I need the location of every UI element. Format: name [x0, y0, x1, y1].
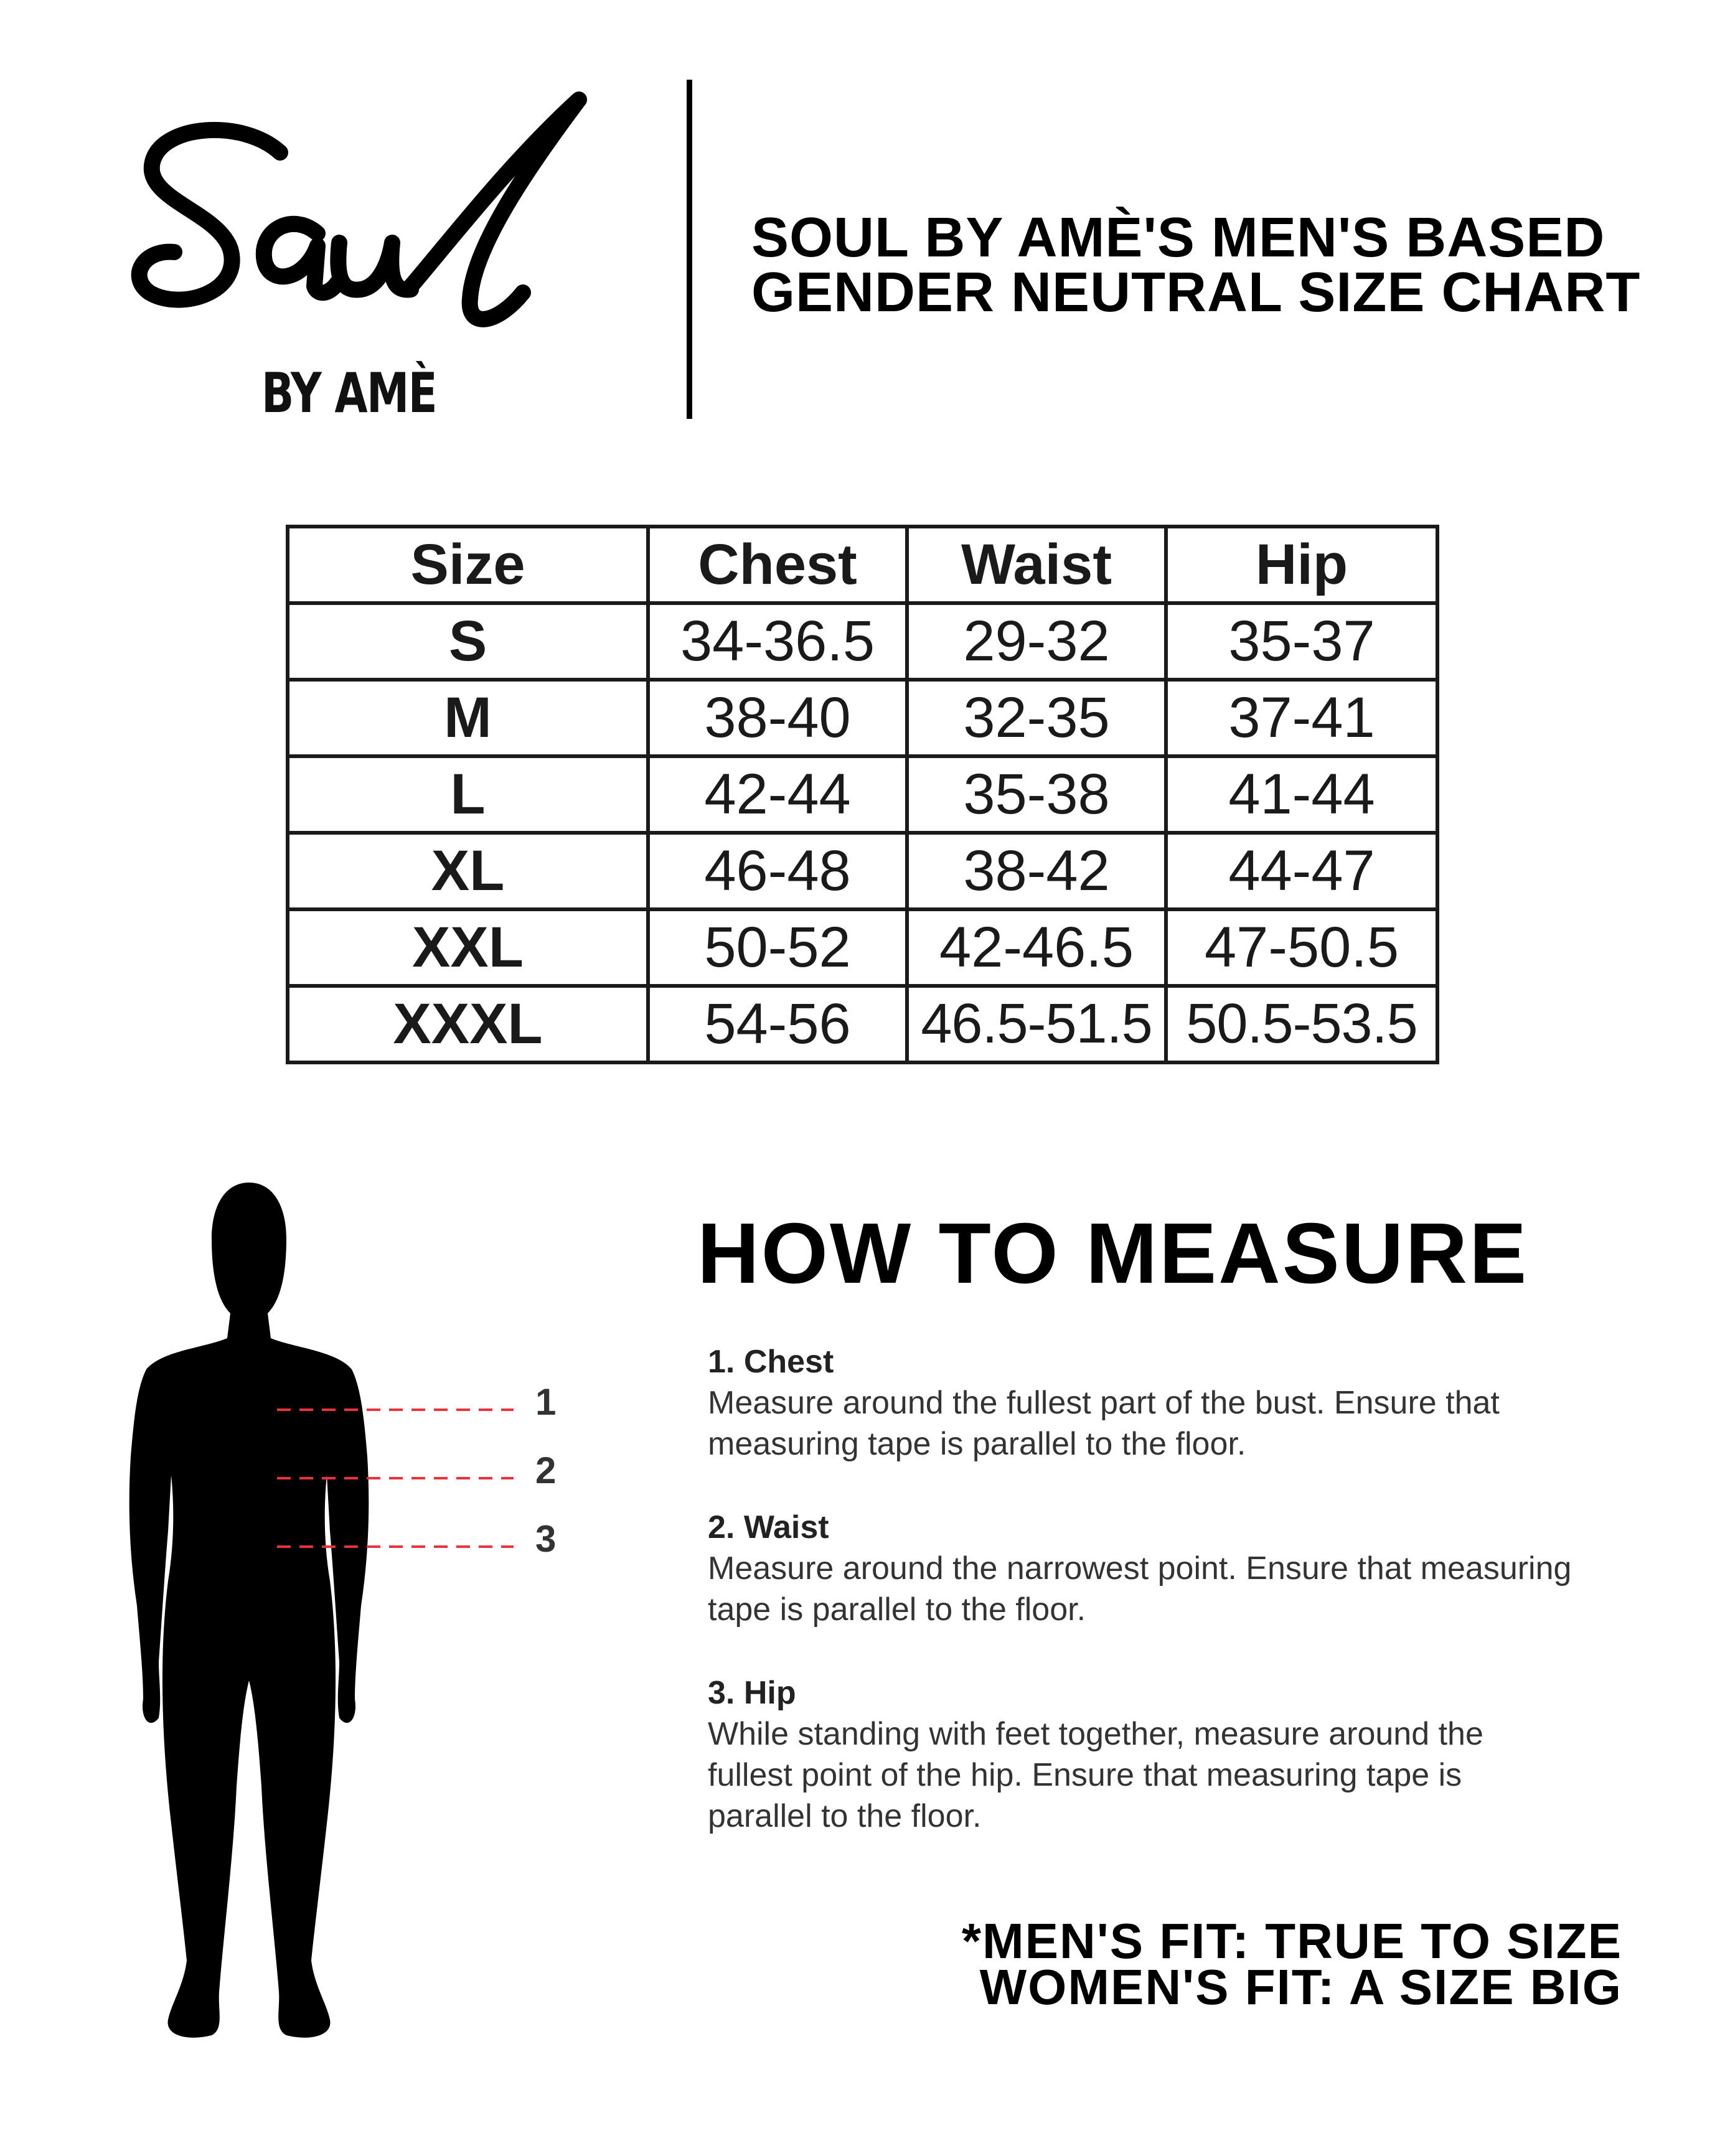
waist-cell: 42-46.5 — [907, 909, 1166, 986]
measure-steps — [708, 1341, 1642, 1879]
fit-note-line-2: WOMEN'S FIT: A SIZE BIG — [979, 1959, 1622, 2015]
size-cell: L — [288, 756, 648, 833]
step-text-line: parallel to the floor. — [708, 1798, 982, 1834]
soul-script-logo — [125, 87, 610, 386]
table-row — [288, 756, 1437, 833]
waist-cell: 38-42 — [907, 833, 1166, 909]
table-row — [288, 833, 1437, 909]
size-cell: XL — [288, 833, 648, 909]
step-waist — [708, 1507, 1642, 1630]
waist-cell: 46.5-51.5 — [907, 986, 1166, 1062]
marker-hip: 3 — [535, 1518, 557, 1560]
step-title: 3. Hip — [708, 1675, 796, 1711]
header-size: Size — [288, 527, 648, 603]
header-hip: Hip — [1166, 527, 1437, 603]
waist-cell: 32-35 — [907, 680, 1166, 756]
chest-cell: 34-36.5 — [648, 603, 907, 680]
headline-line-2: GENDER NEUTRAL SIZE CHART — [751, 261, 1641, 324]
headline-line-1: SOUL BY AMÈ'S MEN'S BASED — [751, 207, 1605, 269]
chest-cell: 38-40 — [648, 680, 907, 756]
chest-cell: 42-44 — [648, 756, 907, 833]
header-chest: Chest — [648, 527, 907, 603]
brand-sub-name: BY AMÈ — [261, 361, 437, 425]
size-chart-table — [286, 525, 1439, 1064]
hip-cell: 37-41 — [1166, 680, 1437, 756]
how-to-measure-title: HOW TO MEASURE — [697, 1206, 1529, 1301]
size-cell: XXXL — [288, 986, 648, 1062]
chest-cell: 50-52 — [648, 909, 907, 986]
hip-cell: 44-47 — [1166, 833, 1437, 909]
step-text-line: tape is parallel to the floor. — [708, 1591, 1086, 1628]
size-cell: XXL — [288, 909, 648, 986]
table-row — [288, 909, 1437, 986]
size-cell: S — [288, 603, 648, 680]
marker-waist: 2 — [535, 1450, 557, 1491]
measurement-figure — [125, 1183, 585, 2054]
step-text-line: measuring tape is parallel to the floor. — [708, 1426, 1246, 1462]
hip-cell: 41-44 — [1166, 756, 1437, 833]
table-row — [288, 986, 1437, 1062]
hip-cell: 47-50.5 — [1166, 909, 1437, 986]
fit-note — [961, 1913, 1622, 2015]
hip-cell: 35-37 — [1166, 603, 1437, 680]
step-text-line: Measure around the narrowest point. Ensure that measuring — [708, 1550, 1572, 1587]
step-text-line: Measure around the fullest part of the bust. Ensure that — [708, 1385, 1500, 1421]
step-title: 2. Waist — [708, 1509, 829, 1545]
size-cell: M — [288, 680, 648, 756]
table-row — [288, 680, 1437, 756]
table-header-row — [288, 527, 1437, 603]
table-row — [288, 603, 1437, 680]
header-waist: Waist — [907, 527, 1166, 603]
header-divider — [687, 80, 692, 419]
step-text-line: While standing with feet together, measure around the — [708, 1716, 1483, 1752]
step-hip — [708, 1672, 1642, 1837]
waist-cell: 35-38 — [907, 756, 1166, 833]
chest-cell: 46-48 — [648, 833, 907, 909]
step-text-line: fullest point of the hip. Ensure that measuring tape is — [708, 1757, 1462, 1793]
chest-cell: 54-56 — [648, 986, 907, 1062]
brand-logo — [125, 87, 610, 436]
waist-cell: 29-32 — [907, 603, 1166, 680]
fit-note-line-1: *MEN'S FIT: TRUE TO SIZE — [961, 1913, 1622, 1969]
hip-cell: 50.5-53.5 — [1166, 986, 1437, 1062]
page-title — [751, 207, 1685, 324]
step-title: 1. Chest — [708, 1344, 834, 1380]
marker-chest: 1 — [535, 1381, 557, 1423]
step-chest — [708, 1341, 1642, 1465]
body-silhouette — [125, 1183, 585, 2054]
